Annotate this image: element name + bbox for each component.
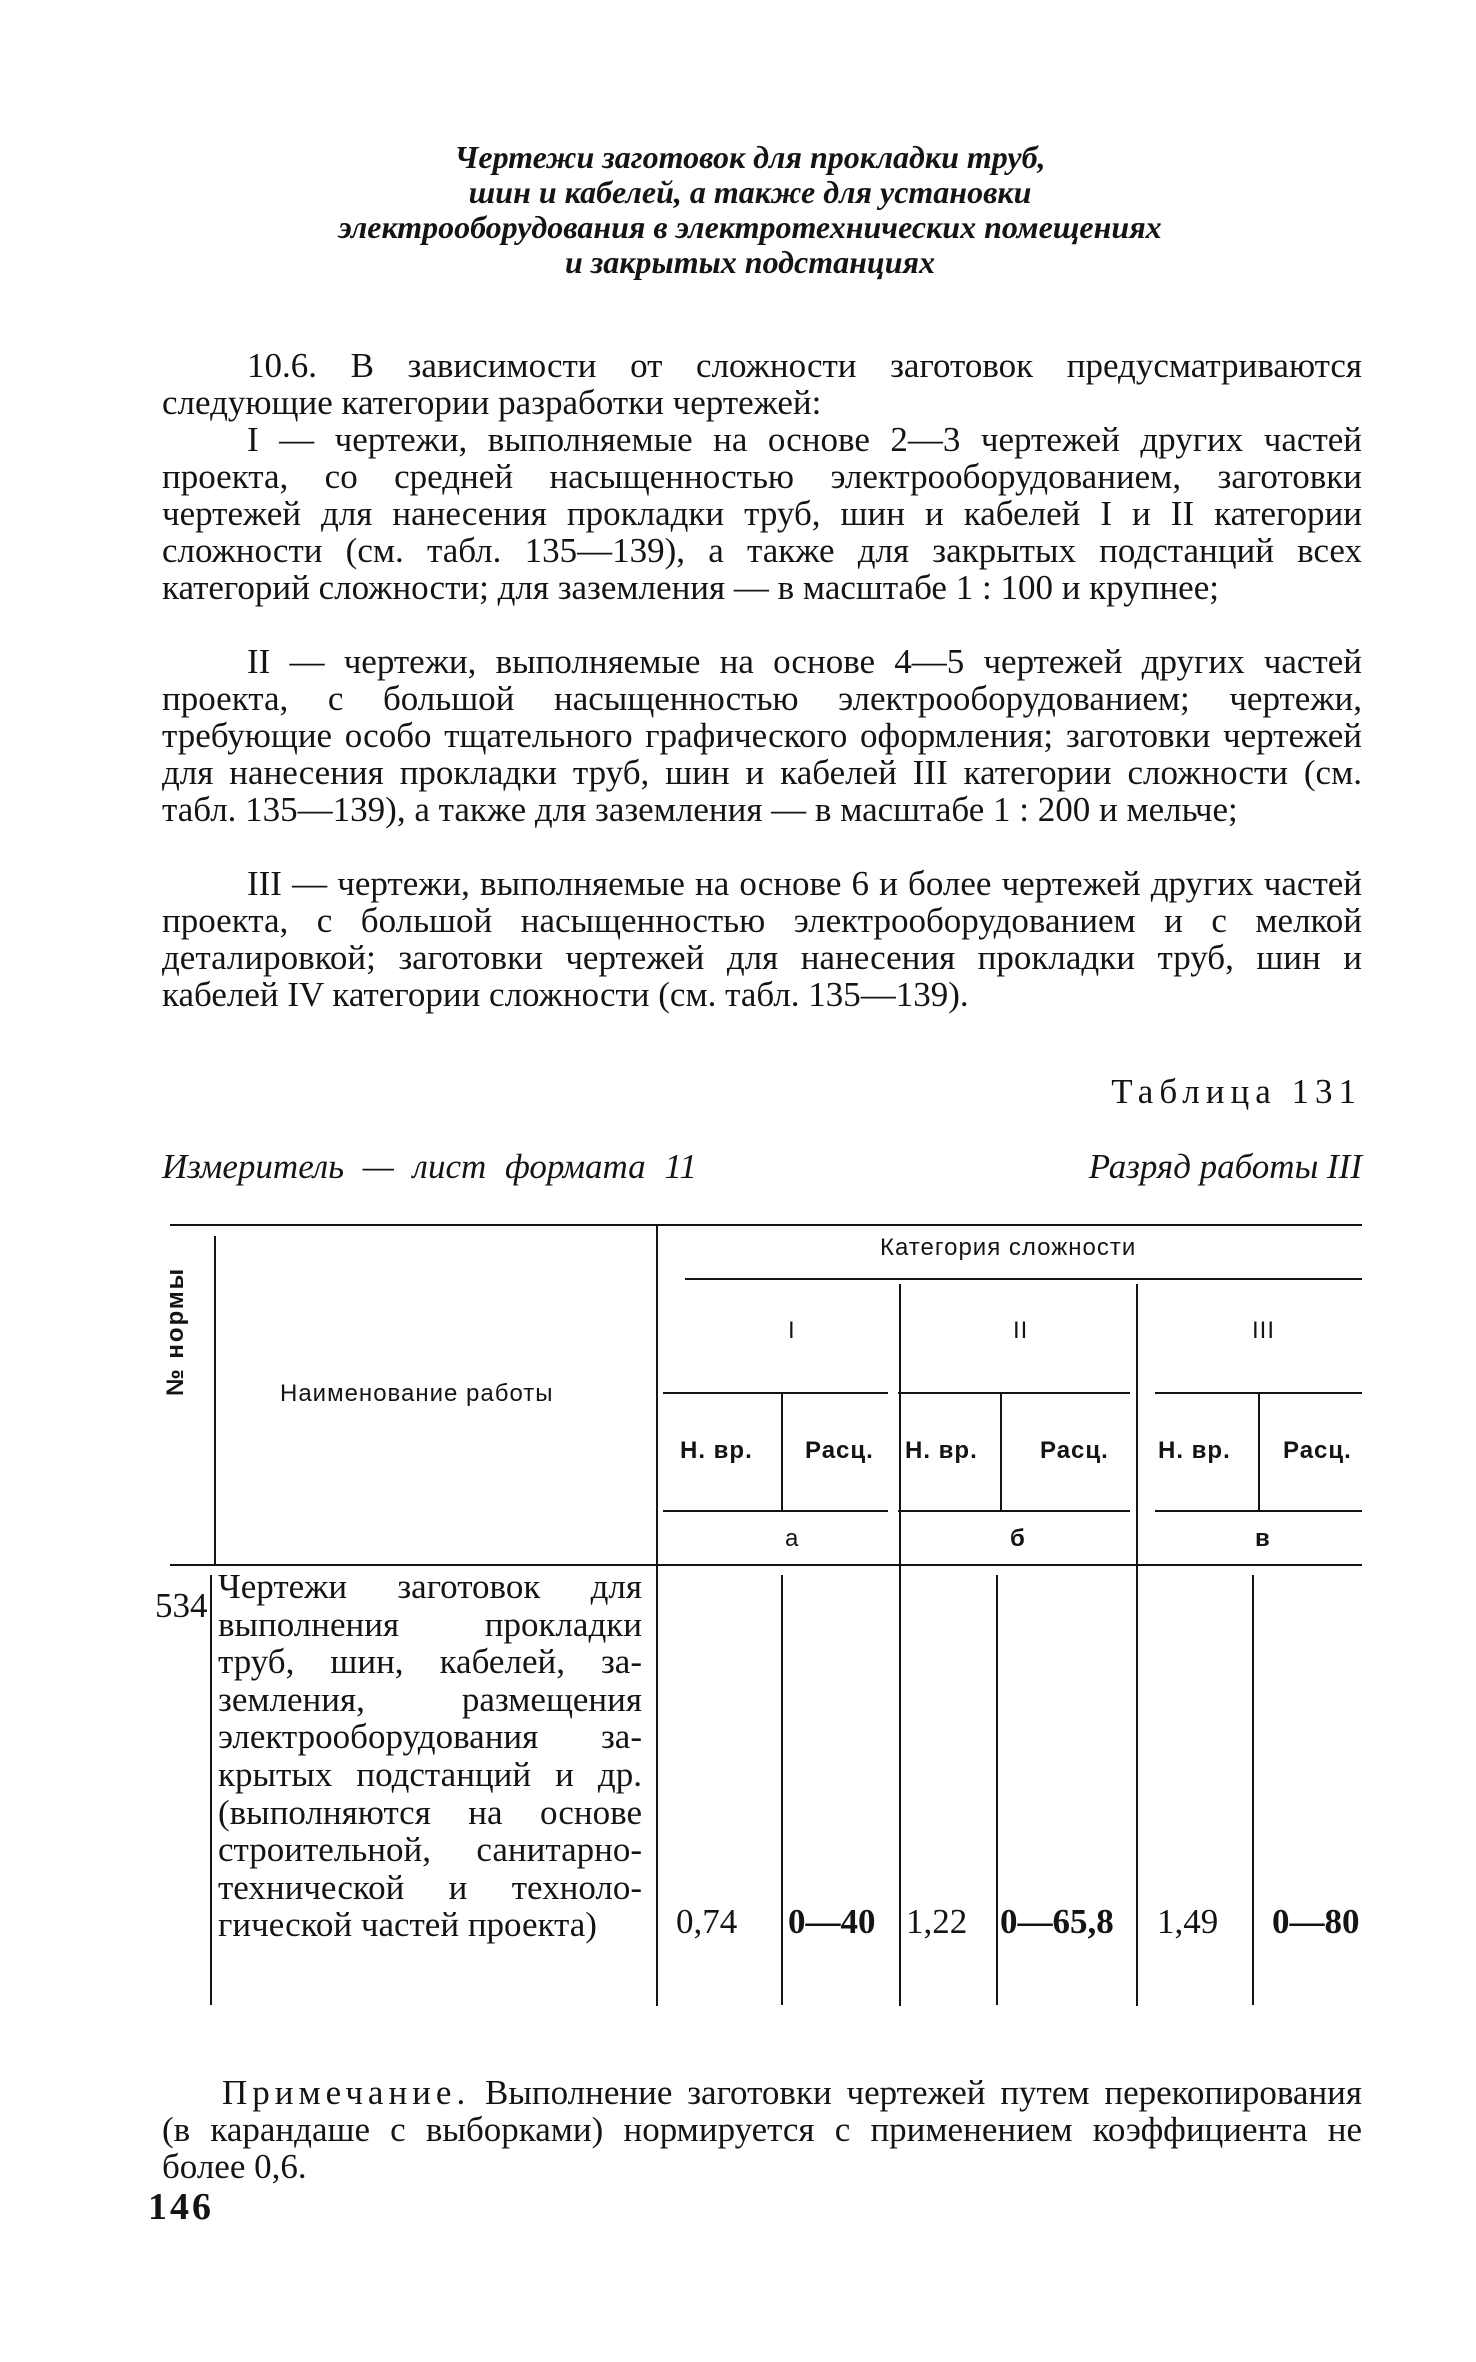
rate-header: Расц. [805,1437,874,1464]
subheader-rule-3 [1155,1510,1362,1512]
col-rule-a-inner-body [781,1575,783,2005]
norm-number: 534 [155,1586,208,1625]
rate-header: Расц. [1040,1437,1109,1464]
group-rule-1 [663,1392,888,1394]
description-line: гической частей проекта) [218,1905,597,1945]
time-header: Н. вр. [905,1437,978,1464]
paragraph-intro: 10.6. В зависимости от сложности заготовок предусматриваются следующие категории разработки чертежей: [162,346,1362,422]
rate-value-b: 0—65,8 [1000,1902,1114,1941]
col-rule-a-inner [781,1393,783,1510]
col-rule-b-inner-body [996,1575,998,2005]
heading-line: электрооборудования в электротехнических помещениях [338,209,1162,245]
subheader-rule-1 [663,1510,888,1512]
description-line: труб, шин, кабелей, за- [218,1642,642,1682]
time-value-c: 1,49 [1157,1902,1219,1941]
time-value-b: 1,22 [906,1902,968,1941]
header-bottom-rule [170,1564,1362,1566]
col-rule-c [1136,1284,1138,2006]
paragraph-category-1: I — чертежи, выполняемые на основе 2—3 чертежей других частей проекта, со средней насыщенностью электрооборудованием, заготовки чертежей для нанесения прокладки труб, шин и кабелей I и II категории сложности (см. табл. 135—139), а также для закрытых подстанций всех категорий сложности; для заземления — в масштабе 1 : 100 и крупнее; [162,420,1362,607]
rate-value-a: 0—40 [788,1902,876,1941]
time-header: Н. вр. [1158,1437,1231,1464]
description-line: земления, размещения [218,1679,642,1719]
heading-line: Чертежи заготовок для прокладки труб, [454,139,1046,175]
time-header: Н. вр. [680,1437,753,1464]
heading-line: шин и кабелей, а также для установки [468,174,1032,210]
group-letter: в [1255,1525,1271,1552]
description-line: строительной, санитарно- [218,1830,642,1870]
note-label: Примечание. [222,2073,471,2112]
category-header: Категория сложности [880,1234,1137,1261]
work-description [218,1568,642,1944]
section-heading [200,140,1300,280]
col-rule-c-inner [1258,1393,1260,1510]
col-rule-c-inner-body [1252,1575,1254,2005]
group-label: I [788,1317,796,1344]
col-rule-norm [214,1236,216,1565]
col-rule-b [899,1284,901,2006]
group-letter: а [785,1525,800,1552]
paragraph-category-2: II — чертежи, выполняемые на основе 4—5 чертежей других частей проекта, с большой насыщенностью электрооборудованием; чертежи, требующие особо тщательного графического оформления; заготовки чертежей для нанесения прокладки труб, шин и кабелей III категории сложности (см. табл. 135—139), а также для заземления — в масштабе 1 : 200 и мельче; [162,642,1362,829]
rate-header: Расц. [1283,1437,1352,1464]
norm-number-header: № нормы [162,1266,189,1396]
description-line: выполнения прокладки [218,1604,642,1644]
table-title: Таблица 131 [1111,1072,1362,1111]
description-line: электрооборудования за- [218,1717,642,1757]
time-value-a: 0,74 [676,1902,738,1941]
group-label: III [1252,1317,1276,1344]
note-text: Выполнение заготовки чертежей путем перекопирования (в карандаше с выборками) нормируется с применением коэффициента не более 0,6. [162,2073,1362,2186]
table-top-rule [170,1224,1362,1226]
group-rule-2 [898,1392,1130,1394]
col-rule-name [656,1226,658,2006]
note [162,2074,1362,2185]
category-rule [685,1278,1362,1280]
description-line: крытых подстанций и др. [218,1754,642,1794]
description-line: технической и техноло- [218,1867,642,1907]
table-grade: Разряд работы III [1088,1147,1362,1186]
table-measure: Измеритель — лист формата 11 [162,1147,697,1186]
heading-line: и закрытых подстанциях [565,244,935,280]
subheader-rule-2 [898,1510,1130,1512]
work-name-header: Наименование работы [280,1380,554,1407]
group-letter: б [1010,1525,1026,1552]
paragraph-category-3: III — чертежи, выполняемые на основе 6 и более чертежей других частей проекта, с большой насыщенностью электрооборудованием и с мелкой деталировкой; заготовки чертежей для нанесения прокладки труб, шин и кабелей IV категории сложности (см. табл. 135—139). [162,864,1362,1014]
col-rule-b-inner [1000,1393,1002,1510]
page-number: 146 [148,2186,214,2228]
rate-value-c: 0—80 [1272,1902,1360,1941]
col-rule-norm-body [210,1575,212,2005]
group-label: II [1013,1317,1029,1344]
description-line: (выполняются на основе [218,1792,642,1832]
description-line: Чертежи заготовок для [218,1567,642,1606]
